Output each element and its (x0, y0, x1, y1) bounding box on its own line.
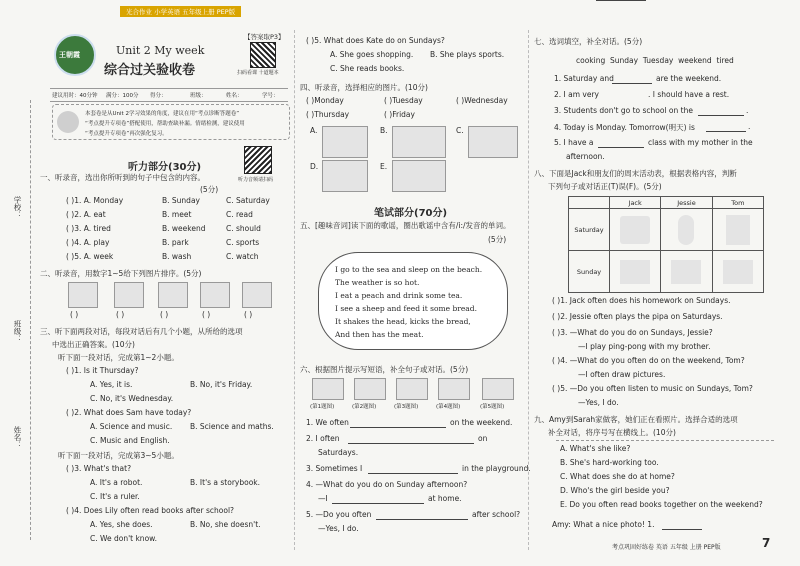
poem-line-6: And then has the meat. (335, 330, 424, 339)
q3-q3: ( )3. What's that? (66, 464, 132, 473)
q7-line-2-end: . I should have a rest. (648, 90, 730, 99)
q1-row-3-a: ( )3. A. tired (66, 224, 111, 233)
q6-blank-3[interactable] (368, 473, 458, 474)
picture-music (723, 260, 753, 284)
q8-item-4-reply: —I often draw pictures. (578, 370, 666, 379)
q1-row-1-c: C. Saturday (226, 196, 270, 205)
picture-ping-pong (671, 260, 701, 284)
q3-q1-c: C. No, it's Wednesday. (90, 394, 174, 403)
column-divider-1 (294, 30, 295, 550)
q3-q1-a: A. Yes, it is. (90, 380, 133, 389)
q6-line-3-end: in the playground. (462, 464, 531, 473)
q4-item-tuesday: ( )Tuesday (384, 96, 423, 105)
info-bar (50, 88, 288, 102)
q6-blank-1[interactable] (350, 427, 446, 428)
q4-item-wednesday: ( )Wednesday (456, 96, 508, 105)
q4-letter-d: D. (310, 162, 319, 171)
q6-picture-4 (438, 378, 470, 400)
q4-instruction: 四、听录音，选择相应的图片。(10分) (300, 83, 428, 92)
q6-caption-3: (第3题图) (394, 404, 419, 410)
q8-item-1: ( )1. Jack often does his homework on Sundays. (552, 296, 731, 305)
q3-q5-a: A. She goes shopping. (330, 50, 414, 59)
q1-row-3-c: C. should (226, 224, 261, 233)
info-class: 班级： (190, 93, 207, 99)
q6-line-1-start: 1. We often (306, 418, 349, 427)
q8-item-5: ( )5. —Do you often listen to music on Sundays, Tom? (552, 384, 753, 393)
q1-row-2-c: C. read (226, 210, 253, 219)
q6-line-4: 4. —What do you do on Sunday afternoon? (306, 480, 468, 489)
table-corner (569, 197, 610, 209)
q9-instruction: 九、Amy到Sarah家做客，她们正在看照片。选择合适的选项 (534, 415, 738, 424)
q9-option-a: A. What's she like? (560, 444, 631, 453)
activity-table (568, 196, 764, 293)
answer-tag: 【答案取P3】 (244, 33, 285, 41)
q2-picture-1 (68, 282, 98, 308)
q4-letter-b: B. (380, 126, 388, 135)
q6-caption-4: (第4题图) (436, 404, 461, 410)
q3-q3-c: C. It's a ruler. (90, 492, 140, 501)
written-heading: 笔试部分(70分) (374, 208, 448, 219)
intro-box (52, 104, 290, 140)
q3-sub-1: 听下面一段对话，完成第1~2小题。 (58, 353, 179, 362)
audio-qr[interactable] (244, 146, 272, 174)
picture-pipa (678, 215, 694, 245)
q9-option-c: C. What does she do at home? (560, 472, 675, 481)
q4-picture-e (392, 160, 446, 192)
q3-q4: ( )4. Does Lily often read books after school? (66, 506, 235, 515)
q7-line-3-end: . (746, 106, 749, 115)
q3-q1: ( )1. Is it Thursday? (66, 366, 139, 375)
q3-q2-b: B. Science and maths. (190, 422, 274, 431)
table-head-jessie: Jessie (661, 197, 712, 209)
q8-instruction-2: 下列句子或对话正(T)误(F)。(5分) (548, 182, 662, 191)
qr-caption: 扫码看课 十道题本 (237, 70, 279, 76)
q6-blank-2[interactable] (348, 443, 474, 444)
q6-line-4-end: at home. (428, 494, 462, 503)
q4-picture-d (322, 160, 368, 192)
audio-qr-caption: 听力音频请扫码 (238, 177, 274, 183)
table-cell (712, 251, 763, 293)
q9-option-e: E. Do you often read books together on the weekend? (560, 500, 763, 509)
table-row-sunday: Sunday (569, 251, 610, 293)
q6-caption-1: (第1题图) (310, 404, 335, 410)
margin-label-school: 学校： (13, 196, 22, 219)
q2-picture-2 (114, 282, 144, 308)
intro-line-2: “考点提升专项卷”搭配使用，帮助查缺补漏。情绪检测，建议使用 (85, 121, 245, 127)
picture-tv (620, 260, 650, 284)
poem-line-2: The weather is so hot. (335, 278, 420, 287)
q6-blank-5[interactable] (376, 519, 468, 520)
q3-q3-a: A. It's a robot. (90, 478, 143, 487)
q2-answer-5[interactable]: ( ) (244, 310, 253, 319)
q6-caption-2: (第2题图) (352, 404, 377, 410)
q1-row-4-b: B. park (162, 238, 189, 247)
q7-line-4-start: 4. Today is Monday. Tomorrow(明天) is (554, 123, 695, 132)
q6-line-5-start: 5. —Do you often (306, 510, 372, 519)
q1-row-4-a: ( )4. A. play (66, 238, 110, 247)
q7-blank-5[interactable] (598, 147, 644, 148)
q4-picture-c (468, 126, 518, 158)
listening-heading: 听力部分(30分) (128, 162, 202, 173)
q3-q3-b: B. It's a storybook. (190, 478, 261, 487)
q7-line-5-cont: afternoon. (566, 152, 605, 161)
q5-score: (5分) (488, 235, 507, 244)
q1-row-5-c: C. watch (226, 252, 259, 261)
intro-line-3: “考点提升专项卷”再次强化复习。 (85, 131, 168, 137)
poem-bubble (318, 252, 508, 350)
q6-caption-5: (第5题图) (480, 404, 505, 410)
table-cell (661, 209, 712, 251)
q4-letter-c: C. (456, 126, 464, 135)
q1-row-4-c: C. sports (226, 238, 260, 247)
table-cell (610, 251, 661, 293)
intro-icon (57, 111, 79, 133)
q6-line-1-end: on the weekend. (450, 418, 513, 427)
q9-option-b: B. She's hard-working too. (560, 458, 659, 467)
q6-picture-2 (354, 378, 386, 400)
q6-line-3-start: 3. Sometimes I (306, 464, 363, 473)
q7-blank-4[interactable] (706, 131, 746, 132)
q6-picture-1 (312, 378, 344, 400)
q3-q2-c: C. Music and English. (90, 436, 170, 445)
q7-blank-2[interactable] (596, 0, 646, 1)
footer-text: 考点巩固好练卷 英语 五年级 上册 PEP版 (612, 544, 721, 551)
q6-line-2-start: 2. I often (306, 434, 340, 443)
q3-instruction: 三、听下面两段对话，每段对话后有几个小题，从所给的选项 (40, 327, 243, 336)
q9-instruction-2: 补全对话，将序号写在横线上。(10分) (548, 428, 676, 437)
q9-dialog-start: Amy: What a nice photo! 1. (552, 520, 655, 529)
q8-item-2: ( )2. Jessie often plays the pipa on Saturdays. (552, 312, 723, 321)
q6-line-5-end: after school? (472, 510, 521, 519)
logo-text: 王朝霞 (59, 51, 80, 59)
q1-row-1-a: ( )1. A. Monday (66, 196, 124, 205)
picture-homework (620, 216, 650, 244)
q7-line-2-start: 2. I am very (554, 90, 599, 99)
q8-item-3-reply: —I play ping-pong with my brother. (578, 342, 711, 351)
q3-q4-c: C. We don't know. (90, 534, 157, 543)
q4-letter-a: A. (310, 126, 318, 135)
q5-instruction: 五、[趣味音词]读下面的歌谣，圈出歌谣中含有/i:/发音的单词。 (300, 221, 511, 230)
q8-item-5-reply: —Yes, I do. (578, 398, 619, 407)
q7-line-1-end: are the weekend. (656, 74, 722, 83)
info-score: 满分：100分 (106, 93, 139, 99)
table-head-jack: Jack (610, 197, 661, 209)
info-time: 建议用时：40分钟 (52, 93, 98, 99)
q7-instruction: 七、选词填空，补全对话。(5分) (534, 37, 643, 46)
table-cell (661, 251, 712, 293)
poem-line-3: I eat a peach and drink some tea. (335, 291, 463, 300)
q3-sub-2: 听下面一段对话，完成第3~5小题。 (58, 451, 179, 460)
page-number: 7 (762, 536, 771, 550)
q8-item-4: ( )4. —What do you often do on the weekend, Tom? (552, 356, 745, 365)
table-head-tom: Tom (712, 197, 763, 209)
q3-instruction-2: 中选出正确答案。(10分) (52, 340, 135, 349)
q4-letter-e: E. (380, 162, 388, 171)
margin-label-name: 姓名： (13, 426, 22, 449)
q8-instruction: 八、下面是Jack和朋友们的周末活动表，根据表格内容，判断 (534, 169, 737, 178)
q7-blank-1[interactable] (612, 83, 652, 84)
q7-line-1-start: 1. Saturday and (554, 74, 614, 83)
q3-q2-a: A. Science and music. (90, 422, 173, 431)
q3-q4-b: B. No, she doesn't. (190, 520, 261, 529)
q2-answer-4[interactable]: ( ) (202, 310, 211, 319)
q1-row-5-b: B. wash (162, 252, 192, 261)
q1-row-1-b: B. Sunday (162, 196, 200, 205)
q2-picture-5 (242, 282, 272, 308)
q1-score: (5分) (200, 185, 219, 194)
q7-blank-3[interactable] (698, 115, 744, 116)
info-number: 学号： (262, 93, 279, 99)
q3-q5: ( )5. What does Kate do on Sundays? (306, 36, 445, 45)
q4-item-friday: ( )Friday (384, 110, 415, 119)
q3-q2: ( )2. What does Sam have today? (66, 408, 192, 417)
q2-answer-1[interactable]: ( ) (70, 310, 79, 319)
q7-word-bank: cooking Sunday Tuesday weekend tired (576, 56, 734, 65)
q7-line-5-end: class with my mother in the (648, 138, 753, 147)
q4-picture-b (392, 126, 446, 158)
q2-picture-3 (158, 282, 188, 308)
q1-row-5-a: ( )5. A. week (66, 252, 114, 261)
picture-easel (726, 215, 750, 245)
intro-line-1: 本套卷是从Unit 2学习效果的角度，建议在用“考点诊断答题卷” (85, 111, 240, 117)
header-banner: 光合作业 小学英语 五年级上册 PEP版 (120, 6, 241, 17)
poem-line-4: I see a sheep and feed it some bread. (335, 304, 477, 313)
poem-line-5: It shakes the head, kicks the bread, (335, 317, 471, 326)
q2-picture-4 (200, 282, 230, 308)
info-name: 姓名： (226, 93, 243, 99)
margin-label-class: 班级： (13, 320, 22, 343)
q3-q4-a: A. Yes, she does. (90, 520, 153, 529)
q1-row-3-b: B. weekend (162, 224, 206, 233)
q3-q5-c: C. She reads books. (330, 64, 405, 73)
q7-line-5-start: 5. I have a (554, 138, 594, 147)
q6-picture-5 (482, 378, 514, 400)
qr-code[interactable] (250, 42, 276, 68)
info-got: 得分： (150, 93, 167, 99)
q1-instruction: 一、听录音，选出你所听到的句子中包含的内容。 (40, 173, 205, 182)
poem-line-1: I go to the sea and sleep on the beach. (335, 265, 483, 274)
q6-instruction: 六、根据图片提示写短语，补全句子或对话。(5分) (300, 365, 469, 374)
q1-row-2-b: B. meet (162, 210, 192, 219)
q2-instruction: 二、听录音，用数字1~5给下列图片排序。(5分) (40, 269, 202, 278)
binding-line (30, 100, 31, 540)
q1-row-2-a: ( )2. A. eat (66, 210, 106, 219)
q7-line-4-end: . (748, 122, 751, 131)
logo (54, 34, 96, 76)
q4-picture-a (322, 126, 368, 158)
q6-blank-4[interactable] (332, 503, 424, 504)
table-cell (712, 209, 763, 251)
q9-blank-1[interactable] (662, 529, 702, 530)
q3-q5-b: B. She plays sports. (430, 50, 505, 59)
q6-line-2-end: on (478, 434, 488, 443)
q9-option-d: D. Who's the girl beside you? (560, 486, 670, 495)
q6-line-4-reply: —I (318, 494, 328, 503)
q6-picture-3 (396, 378, 428, 400)
q7-line-3-start: 3. Students don't go to school on the (554, 106, 693, 115)
q8-item-3: ( )3. —What do you do on Sundays, Jessie? (552, 328, 713, 337)
table-row-saturday: Saturday (569, 209, 610, 251)
q3-q1-b: B. No, it's Friday. (190, 380, 253, 389)
q4-item-thursday: ( )Thursday (306, 110, 350, 119)
page-title: 综合过关验收卷 (104, 63, 196, 78)
q6-line-2-cont: Saturdays. (318, 448, 359, 457)
q4-item-monday: ( )Monday (306, 96, 344, 105)
q2-answer-2[interactable]: ( ) (116, 310, 125, 319)
table-cell (610, 209, 661, 251)
q6-line-5-reply: —Yes, I do. (318, 524, 359, 533)
unit-label: Unit 2 My week (116, 44, 205, 57)
q2-answer-3[interactable]: ( ) (160, 310, 169, 319)
